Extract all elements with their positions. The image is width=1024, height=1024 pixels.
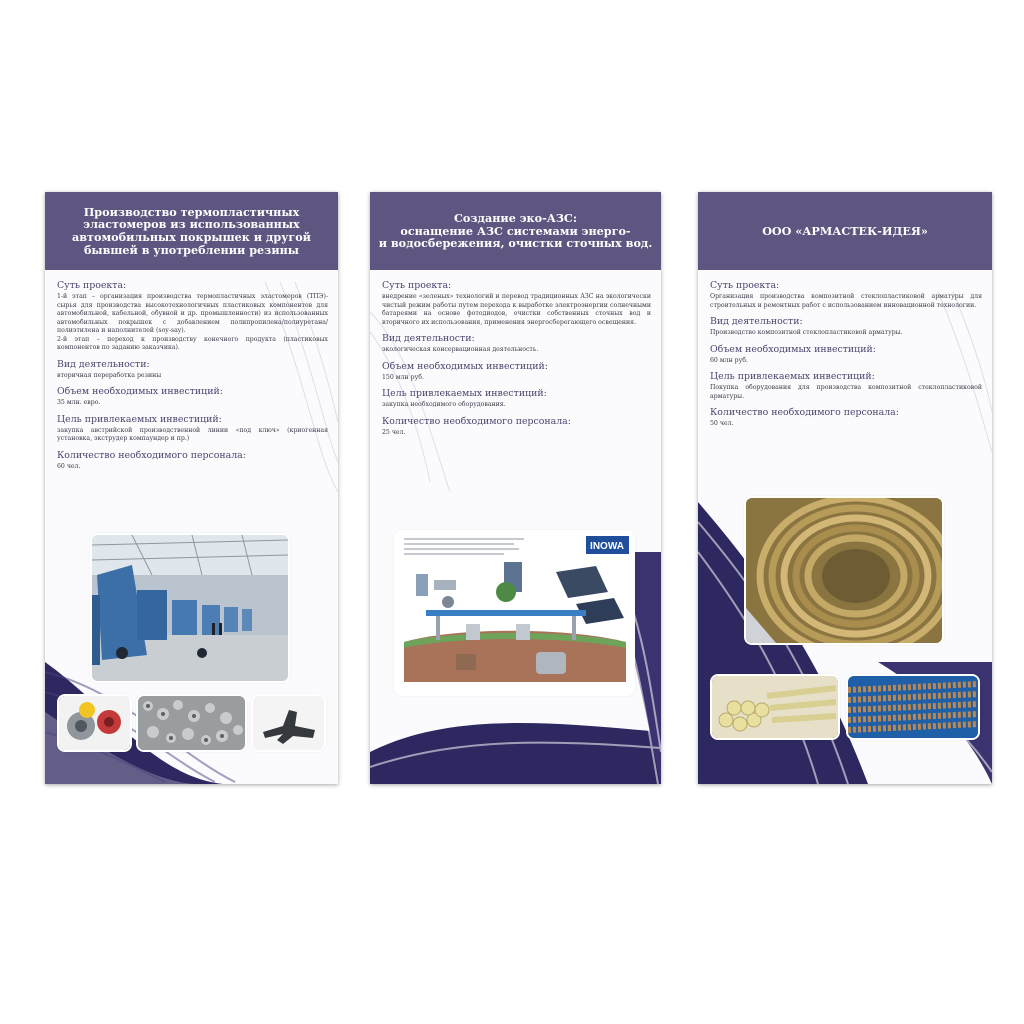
molded-part-photo bbox=[253, 696, 324, 750]
rebar-bundle-photo bbox=[712, 676, 838, 738]
panel-header bbox=[45, 192, 338, 270]
goal-label: Цель привлекаемых инвестиций: bbox=[57, 413, 222, 425]
project-panel-eco-station bbox=[370, 192, 661, 784]
goal-text: закупка австрийской производственной линии «под ключ» (криогенная установка, экструдер компаундер и пр.) bbox=[57, 426, 328, 443]
project-panel-armastek bbox=[698, 192, 992, 784]
staff-label: Количество необходимого персонала: bbox=[57, 450, 246, 462]
goal-text: закупка необходимого оборудования. bbox=[382, 401, 506, 409]
crumb-rubber-photo bbox=[138, 696, 245, 750]
project-panel-tpe bbox=[45, 192, 338, 784]
investment-label: Объем необходимых инвестиций: bbox=[57, 386, 223, 398]
panel-header bbox=[698, 192, 992, 270]
staff-text: 25 чел. bbox=[382, 428, 406, 436]
activity-label: Вид деятельности: bbox=[710, 316, 803, 328]
goal-label: Цель привлекаемых инвестиций: bbox=[382, 388, 547, 400]
investment-label: Объем необходимых инвестиций: bbox=[710, 343, 876, 355]
essence-label: Суть проекта: bbox=[382, 280, 452, 291]
activity-text: вторичная переработка резины bbox=[57, 371, 162, 379]
essence-text: внедрение «зеленых» технологий и перевод традиционных АЗС на экологически чистый режим работы путем перехода к выработке электроэнергии солнечными батареями на основе фотодиодов, очистки собственных сточных вод и вторичного их использования, применения энергосберегающего освещения. bbox=[382, 293, 651, 326]
investment-text: 35 млн. евро. bbox=[57, 399, 101, 407]
panel-header bbox=[370, 192, 661, 270]
staff-label: Количество необходимого персонала: bbox=[710, 407, 899, 419]
factory-photo bbox=[92, 535, 288, 681]
essence-text: 1-й этап – организация производства термопластичных эластомеров (ТПЭ)- сырья для производства высокотехнологичных пластиковых компонентов для автомобильной, кабельной, обувной и др. промышленности) из использованных автомобильных покрышек с добавлением полипропилена/полиуретана/полиэтилена и наполнителей (soy-say). 2-й этап – переход к производству конечного продукта (пластиковых компонентов по заданию заказчика). bbox=[57, 293, 328, 352]
rebar-rods-photo bbox=[848, 676, 978, 738]
panel-title: Создание эко-АЗС: оснащение АЗС системами энерго- и водосбережения, очистки сточных вод. bbox=[378, 211, 653, 251]
inowa-logo: INOWA bbox=[590, 541, 624, 552]
activity-label: Вид деятельности: bbox=[57, 358, 150, 370]
investment-text: 60 млн руб. bbox=[710, 356, 748, 364]
investment-text: 150 млн руб. bbox=[382, 373, 424, 381]
activity-text: экологическая консервационная деятельность. bbox=[382, 346, 539, 354]
panel-title: Производство термопластичных эластомеров из использованных автомобильных покрышек и другой бывшей в употреблении резины bbox=[72, 204, 311, 257]
eco-station-diagram bbox=[396, 532, 633, 694]
panel-body bbox=[57, 280, 328, 472]
goal-label: Цель привлекаемых инвестиций: bbox=[710, 371, 875, 383]
staff-text: 50 чел. bbox=[710, 420, 734, 428]
panel-body bbox=[382, 280, 651, 437]
essence-text: Организация производства композитной стеклопластиковой арматуры для строительных и ремонтных работ с использованием инновационной технологии. bbox=[710, 293, 982, 309]
staff-text: 60 чел. bbox=[57, 463, 81, 471]
activity-label: Вид деятельности: bbox=[382, 333, 475, 345]
rubber-parts-photo bbox=[59, 696, 130, 750]
essence-label: Суть проекта: bbox=[710, 280, 780, 291]
activity-text: Производство композитной стеклопластиковой арматуры. bbox=[710, 329, 903, 337]
panel-title: ООО «АРМАСТЕК-ИДЕЯ» bbox=[762, 223, 928, 238]
panel-body bbox=[710, 280, 982, 429]
investment-label: Объем необходимых инвестиций: bbox=[382, 360, 548, 372]
goal-text: Покупка оборудования для производства композитной стеклопластиковой арматуры. bbox=[710, 384, 982, 400]
essence-label: Суть проекта: bbox=[57, 280, 127, 291]
staff-label: Количество необходимого персонала: bbox=[382, 415, 571, 427]
rebar-coil-photo bbox=[746, 498, 942, 643]
